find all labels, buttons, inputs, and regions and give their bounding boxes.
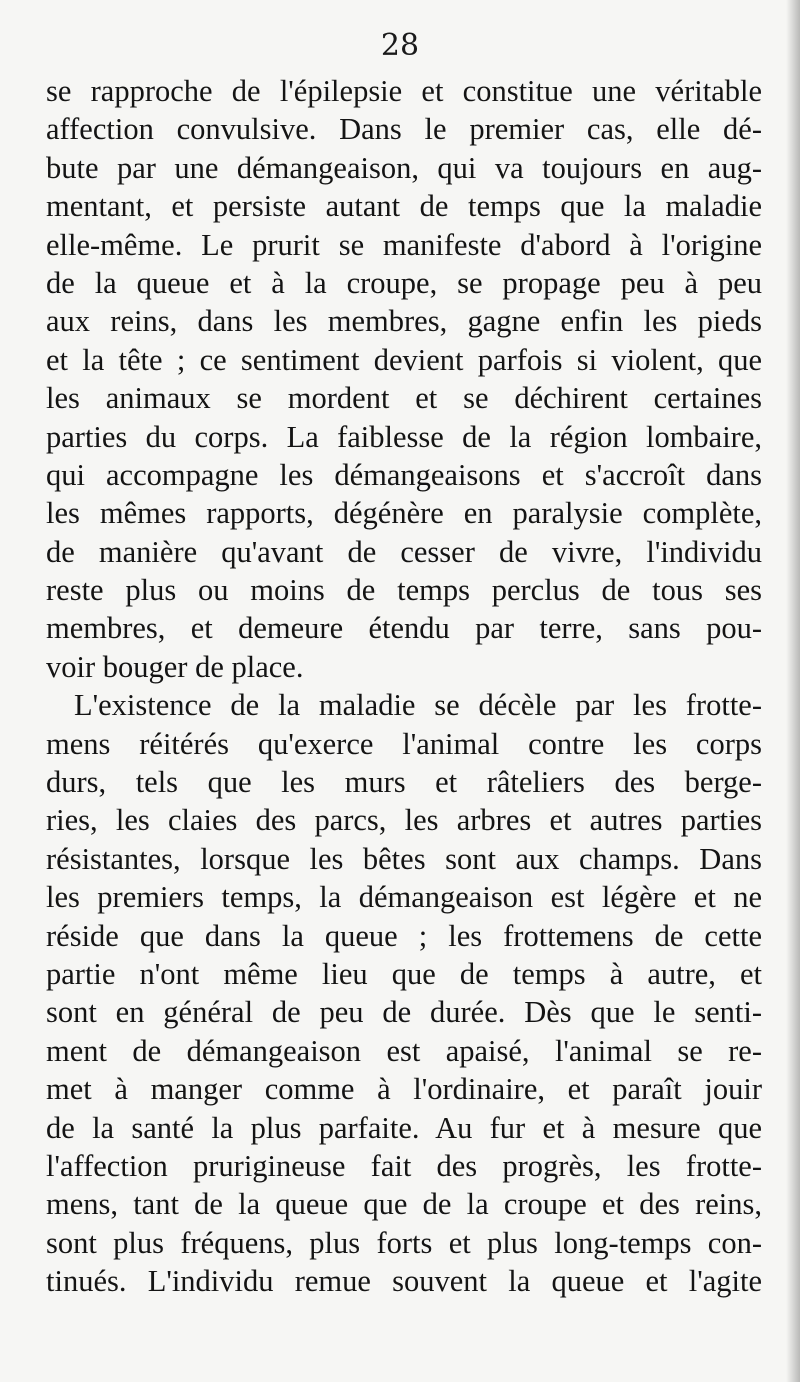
text-line: mens réitérés qu'exerce l'animal contre les corps <box>46 726 762 761</box>
text-line: voir bouger de place. <box>46 649 304 684</box>
text-line: reste plus ou moins de temps perclus de tous ses <box>46 573 762 608</box>
text-line: elle-même. Le prurit se manifeste d'abord à l'origine <box>46 227 762 262</box>
text-line: ries, les claies des parcs, les arbres et autres parties <box>46 803 762 838</box>
text-line: L'existence de la maladie se décèle par les frotte- <box>74 688 762 723</box>
text-line: durs, tels que les murs et râteliers des berge- <box>46 765 762 800</box>
text-line: aux reins, dans les membres, gagne enfin les pieds <box>46 304 762 339</box>
text-line: mens, tant de la queue que de la croupe et des reins, <box>46 1187 762 1222</box>
page-edge-shadow <box>786 0 800 1382</box>
text-line: met à manger comme à l'ordinaire, et paraît jouir <box>46 1072 762 1107</box>
text-line: parties du corps. La faiblesse de la région lombaire, <box>46 419 762 454</box>
text-line: les premiers temps, la démangeaison est légère et ne <box>46 880 762 915</box>
text-line: de la santé la plus parfaite. Au fur et à mesure que <box>46 1110 762 1145</box>
text-line: résistantes, lorsque les bêtes sont aux champs. Dans <box>46 841 762 876</box>
text-line: réside que dans la queue ; les frottemens de cette <box>46 918 762 953</box>
text-line: qui accompagne les démangeaisons et s'accroît dans <box>46 457 762 492</box>
text-line: les animaux se mordent et se déchirent certaines <box>46 381 762 416</box>
text-line: de la queue et à la croupe, se propage peu à peu <box>46 265 762 300</box>
text-line: partie n'ont même lieu que de temps à autre, et <box>46 956 762 991</box>
text-line: l'affection prurigineuse fait des progrès, les frotte- <box>46 1148 762 1183</box>
text-line: affection convulsive. Dans le premier cas, elle dé- <box>46 112 762 147</box>
text-line: sont en général de peu de durée. Dès que le senti- <box>46 995 762 1030</box>
text-line: ment de démangeaison est apaisé, l'animal se re- <box>46 1033 762 1068</box>
text-line: bute par une démangeaison, qui va toujours en aug- <box>46 150 762 185</box>
text-line: tinués. L'individu remue souvent la queue et l'agite <box>46 1264 762 1299</box>
text-line: mentant, et persiste autant de temps que la maladie <box>46 189 762 224</box>
text-line: et la tête ; ce sentiment devient parfois si violent, que <box>46 342 762 377</box>
page-number: 28 <box>380 28 420 63</box>
body-text <box>46 72 762 1301</box>
text-line: se rapproche de l'épilepsie et constitue une véritable <box>46 74 762 108</box>
text-line: de manière qu'avant de cesser de vivre, l'individu <box>46 534 762 569</box>
text-line: les mêmes rapports, dégénère en paralysie complète, <box>46 496 762 531</box>
text-line: sont plus fréquens, plus forts et plus long-temps con- <box>46 1225 762 1260</box>
text-line: membres, et demeure étendu par terre, sans pou- <box>46 611 762 646</box>
